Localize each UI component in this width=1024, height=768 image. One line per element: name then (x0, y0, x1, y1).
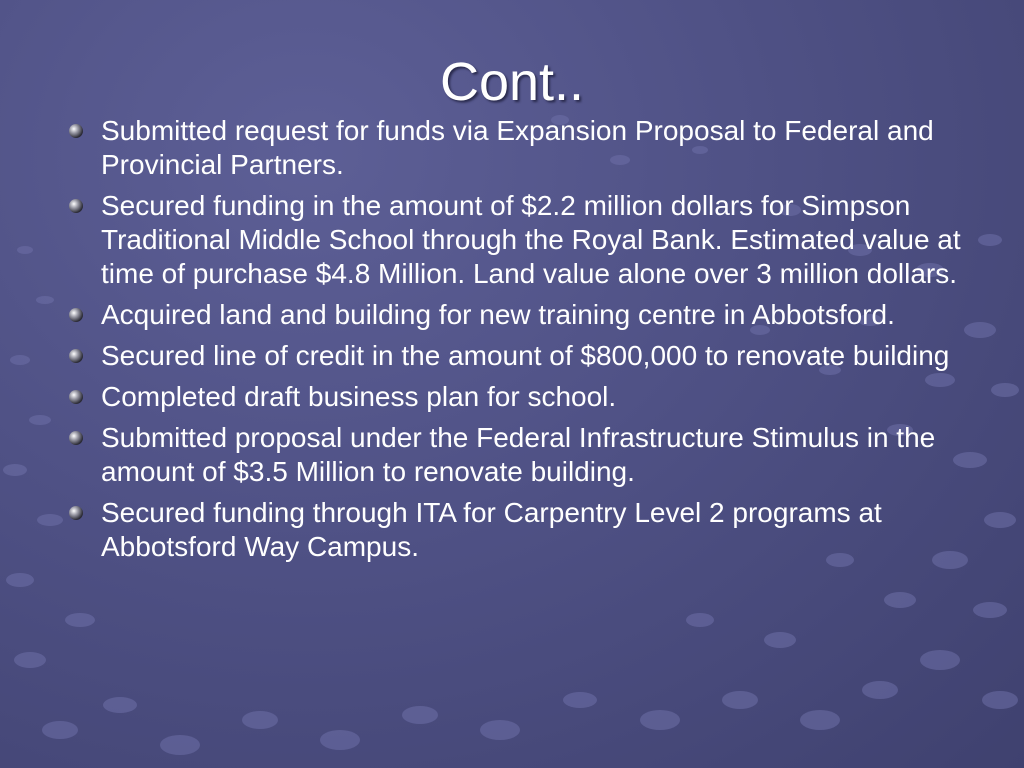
bullet-text: Secured funding through ITA for Carpentry Level 2 programs at Abbotsford Way Campus. (101, 497, 882, 562)
bullet-item (68, 421, 968, 489)
bullet-text: Submitted request for funds via Expansion Proposal to Federal and Provincial Partners. (101, 115, 934, 180)
bullet-text: Secured line of credit in the amount of $800,000 to renovate building (101, 340, 950, 371)
bullet-text: Completed draft business plan for school. (101, 381, 617, 412)
bullet-text: Secured funding in the amount of $2.2 million dollars for Simpson Traditional Middle School through the Royal Bank. Estimated value at time of purchase $4.8 Million. Land value alone over 3 million dollars. (101, 190, 961, 289)
bullet-item (68, 298, 968, 332)
bullet-text: Acquired land and building for new training centre in Abbotsford. (101, 299, 895, 330)
sphere-bullet-icon (68, 348, 84, 364)
sphere-bullet-icon (68, 123, 84, 139)
sphere-bullet-icon (68, 389, 84, 405)
bullet-item (68, 496, 968, 564)
sphere-bullet-icon (68, 198, 84, 214)
bullet-item (68, 380, 968, 414)
bullet-text: Submitted proposal under the Federal Infrastructure Stimulus in the amount of $3.5 Million to renovate building. (101, 422, 936, 487)
sphere-bullet-icon (68, 505, 84, 521)
bullet-item (68, 114, 968, 182)
bullet-item (68, 339, 968, 373)
bullet-list (68, 114, 968, 571)
sphere-bullet-icon (68, 430, 84, 446)
sphere-bullet-icon (68, 307, 84, 323)
bullet-item (68, 189, 968, 291)
slide-title: Cont.. (439, 52, 585, 112)
